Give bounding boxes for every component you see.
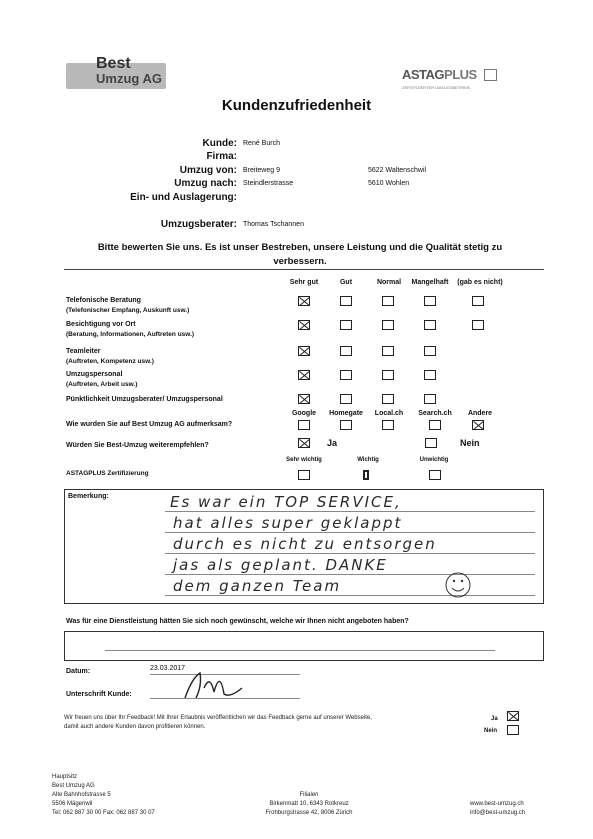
umzugsberater-value: Thomas Tschannen (243, 221, 304, 228)
astag-unwichtig-checkbox[interactable] (429, 470, 441, 480)
remark-line (165, 574, 535, 575)
kunde-value: René Burch (243, 140, 280, 147)
remark-handwriting: dem ganzen Team (173, 577, 342, 595)
rating-row-label: Telefonische Beratung (Telefonischer Empfang, Auskunft usw.) (66, 297, 190, 314)
recommend-no-checkbox[interactable] (425, 438, 437, 448)
logo-text-umzug: Umzug AG (96, 71, 162, 86)
rating-row-label: Teamleiter (Auftreten, Kompetenz usw.) (66, 348, 154, 365)
rating-row-label: Besichtigung vor Ort (Beratung, Informationen, Auftreten usw.) (66, 321, 195, 338)
astag-option-wichtig: Wichtig (357, 457, 379, 463)
consent-no-label: Nein (484, 728, 498, 734)
astag-wichtig-checkbox[interactable] (363, 470, 369, 480)
rating-checkbox[interactable] (340, 370, 352, 380)
logo-text-best: Best (96, 55, 131, 72)
rating-checkbox[interactable] (382, 394, 394, 404)
rating-checkbox[interactable] (340, 346, 352, 356)
missing-service-question: Was für eine Dienstleistung hätten Sie sich noch gewünscht, welche wir Ihnen nicht angeboten haben? (66, 618, 409, 625)
source-checkbox[interactable] (382, 420, 394, 430)
missing-service-box[interactable] (64, 631, 544, 661)
page-title: Kundenzufriedenheit (221, 97, 372, 114)
rating-checkbox[interactable] (424, 370, 436, 380)
rating-checkbox[interactable] (382, 370, 394, 380)
signature-label: Unterschrift Kunde: (66, 691, 132, 698)
intro-text: Bitte bewerten Sie uns. Es ist unser Bestreben, unsere Leistung und die Qualität stetig zu verbessern. (97, 242, 503, 267)
website-link[interactable]: www.best-umzug.ch (470, 801, 524, 807)
astag-option-unwichtig: Unwichtig (419, 457, 449, 463)
rating-checkbox[interactable] (382, 296, 394, 306)
rating-checkbox[interactable] (340, 394, 352, 404)
header-gut: Gut (339, 279, 353, 286)
consent-no-checkbox[interactable] (507, 725, 519, 735)
rating-row-label: Pünktlichkeit Umzugsberater/ Umzugspersonal (66, 396, 223, 403)
astag-option-sehr-wichtig: Sehr wichtig (286, 457, 322, 463)
rating-checkbox[interactable] (382, 346, 394, 356)
remark-line (165, 532, 535, 533)
astag-logo-subtitle: ZERTIFIZIERTER UMZUGSBETRIEB (402, 85, 470, 90)
rating-checkbox[interactable] (472, 320, 484, 330)
best-umzug-logo (66, 55, 166, 93)
source-option-google: Google (291, 410, 317, 417)
source-question: Wie wurden Sie auf Best Umzug AG aufmerksam? (66, 421, 233, 428)
astag-box-icon (484, 69, 497, 81)
remark-label: Bemerkung: (68, 493, 109, 500)
remark-handwriting: durch es nicht zu entsorgen (173, 535, 437, 553)
umzug-nach-label: Umzug nach: (174, 178, 237, 189)
footer-contact (470, 800, 525, 818)
footer-headquarters: Hauptsitz Best Umzug AG Alte Bahnhofstrasse 5 5506 Mägenwil Tel: 062 887 30 00 Fax: 062 887 30 07 (52, 774, 155, 816)
consent-yes-checkbox[interactable] (507, 711, 519, 721)
answer-line (105, 650, 495, 651)
signature-line (150, 698, 300, 699)
rating-checkbox[interactable] (298, 320, 310, 330)
rating-checkbox[interactable] (298, 394, 310, 404)
email-link[interactable]: info@best-umzug.ch (470, 810, 526, 816)
astag-label: ASTAGPLUS Zertifizierung (66, 470, 149, 477)
rating-checkbox[interactable] (424, 346, 436, 356)
remark-handwriting: hat alles super geklappt (173, 514, 403, 532)
remark-box[interactable] (64, 489, 544, 604)
recommend-yes-checkbox[interactable] (298, 438, 310, 448)
astag-sehr-wichtig-checkbox[interactable] (298, 470, 310, 480)
rating-checkbox[interactable] (340, 320, 352, 330)
rating-checkbox[interactable] (382, 320, 394, 330)
einlagerung-label: Ein- und Auslagerung: (130, 192, 237, 203)
remark-handwriting: jas als geplant. DANKE (173, 556, 388, 574)
source-checkbox[interactable] (429, 420, 441, 430)
smiley-doodle-icon (443, 570, 473, 600)
source-checkbox[interactable] (340, 420, 352, 430)
header-normal: Normal (376, 279, 402, 286)
consent-yes-label: Ja (491, 716, 498, 722)
astag-plus-logo (402, 67, 502, 93)
source-option-local: Local.ch (374, 410, 404, 417)
consent-text: Wir freuen uns über Ihr Feedback! Mit Ihrer Erlaubnis veröffentlichen wir das Feedback gerne auf unserer Webseite, damit auch andere Kunden davon profitieren können. (64, 715, 372, 730)
source-option-andere: Andere (467, 410, 493, 417)
umzug-nach-street: Steindlerstrasse (243, 180, 294, 187)
remark-line (165, 553, 535, 554)
header-sehr-gut: Sehr gut (289, 279, 319, 286)
kunde-label: Kunde: (202, 138, 237, 149)
umzug-von-city: 5622 Waltenschwil (368, 167, 427, 174)
rating-checkbox[interactable] (298, 370, 310, 380)
header-gab-es-nicht: (gab es nicht) (457, 279, 503, 286)
source-checkbox[interactable] (298, 420, 310, 430)
umzug-von-label: Umzug von: (179, 165, 237, 176)
recommend-yes-label: Ja (327, 438, 338, 448)
rating-checkbox[interactable] (424, 320, 436, 330)
recommend-question: Würden Sie Best-Umzug weiterempfehlen? (66, 442, 209, 449)
source-option-search: Search.ch (418, 410, 452, 417)
rating-checkbox[interactable] (424, 296, 436, 306)
separator-line (64, 269, 544, 270)
remark-handwriting: Es war ein TOP SERVICE, (170, 493, 402, 511)
datum-label: Datum: (66, 668, 91, 675)
source-checkbox[interactable] (472, 420, 484, 430)
footer-branches: Filialen Birkenmatt 10, 6343 Rotkreuz Frohburgstrasse 42, 8006 Zürich (265, 792, 353, 816)
datum-value: 23.03.2017 (150, 665, 186, 672)
umzug-von-street: Breiteweg 9 (243, 167, 280, 174)
astag-logo-text: ASTAGPLUS (402, 67, 477, 82)
rating-checkbox[interactable] (340, 296, 352, 306)
umzug-nach-city: 5610 Wohlen (368, 180, 410, 187)
source-option-homegate: Homegate (329, 410, 363, 417)
header-mangelhaft: Mangelhaft (411, 279, 449, 286)
rating-checkbox[interactable] (472, 296, 484, 306)
recommend-no-label: Nein (460, 438, 480, 448)
remark-line (165, 511, 535, 512)
firma-label: Firma: (206, 151, 237, 162)
remark-line (165, 595, 535, 596)
rating-checkbox[interactable] (298, 296, 310, 306)
rating-checkbox[interactable] (424, 394, 436, 404)
rating-row-label: Umzugspersonal (Auftreten, Arbeit usw.) (66, 371, 138, 388)
umzugsberater-label: Umzugsberater: (160, 219, 237, 230)
rating-checkbox[interactable] (298, 346, 310, 356)
